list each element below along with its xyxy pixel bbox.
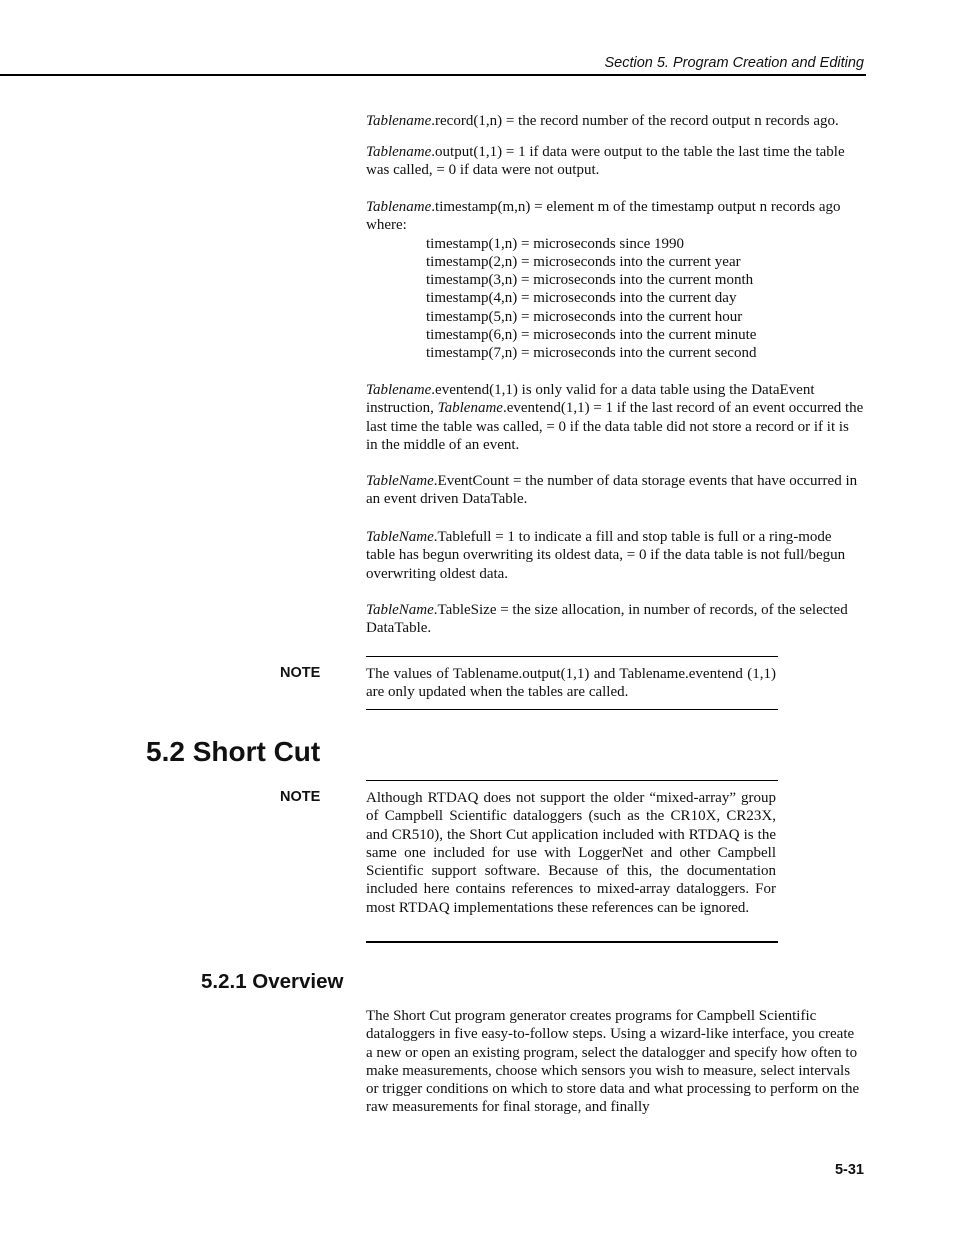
table-name: TableName	[366, 529, 434, 545]
timestamp-line: timestamp(3,n) = microseconds into the current month	[426, 272, 754, 289]
item-output	[366, 143, 864, 180]
timestamp-line: timestamp(1,n) = microseconds since 1990	[426, 235, 684, 252]
timestamp-line: timestamp(4,n) = microseconds into the current day	[426, 290, 737, 307]
item-text: .eventend(1,1) is only valid for a data table using the DataEvent instruction,	[366, 382, 815, 417]
note-label: NOTE	[280, 665, 321, 681]
table-name: TableName	[366, 602, 434, 618]
table-name: Tablename	[366, 382, 432, 398]
note-text: Although RTDAQ does not support the older “mixed-array” group of Campbell Scientific dataloggers (such as the CR10X, CR23X, and CR510), the Short Cut application included with RTDAQ is the same one included for use with LoggerNet and other Campbell Scientific support software. Because of this, the documentation included here contains references to mixed-array dataloggers. For most RTDAQ implementations these references can be ignored.	[366, 790, 776, 916]
paragraph-text: The Short Cut program generator creates programs for Campbell Scientific dataloggers in five easy-to-follow steps. Using a wizard-like interface, you create a new or open an existing program, select the datalogger and specify how often to make measurements, choose which sensors you wish to measure, select intervals or trigger conditions on which to store data and what processing to perform on the raw measurements for final storage, and finally	[366, 1008, 860, 1116]
timestamp-line: timestamp(2,n) = microseconds into the current year	[426, 253, 741, 270]
item-text: .Tablefull = 1 to indicate a fill and stop table is full or a ring-mode table has begun overwriting its oldest data, = 0 if the data table is not full/begun overwriting oldest data.	[366, 529, 846, 582]
timestamp-line: timestamp(6,n) = microseconds into the current minute	[426, 327, 757, 344]
item-tablesize	[366, 601, 864, 638]
table-name: Tablename	[437, 400, 503, 417]
note-text: The values of Tablename.output(1,1) and Tablename.eventend (1,1) are only updated when the tables are called.	[366, 666, 776, 701]
note-top-rule	[366, 656, 778, 657]
timestamp-line: timestamp(5,n) = microseconds into the current hour	[426, 308, 743, 325]
item-tablefull	[366, 528, 864, 583]
item-text: .eventend(1,1) = 1 if the last record of an event occurred the last time the table was called, = 0 if the data table did not store a record or if it is in the middle of an event.	[366, 400, 864, 453]
item-text: .EventCount = the number of data storage events that have occurred in an event driven DataTable.	[366, 473, 858, 508]
table-name: Tablename	[366, 113, 432, 129]
item-eventend	[366, 381, 864, 454]
timestamp-list	[366, 235, 864, 363]
running-header: Section 5. Program Creation and Editing	[604, 55, 864, 71]
note-bottom-rule	[366, 941, 778, 943]
section-heading: 5.2 Short Cut	[146, 736, 321, 767]
page-number: 5-31	[834, 1162, 864, 1178]
item-text: .TableSize = the size allocation, in number of records, of the selected DataTable.	[366, 602, 848, 637]
note-bottom-rule	[366, 709, 778, 710]
subsection-heading: 5.2.1 Overview	[201, 970, 344, 993]
item-timestamp	[366, 198, 864, 363]
timestamp-line: timestamp(7,n) = microseconds into the current second	[426, 345, 757, 362]
item-text: .timestamp(m,n) = element m of the timestamp output n records ago where:	[366, 199, 841, 234]
item-text: .record(1,n) = the record number of the record output n records ago.	[431, 113, 839, 129]
table-name: Tablename	[366, 144, 432, 160]
item-record	[366, 112, 864, 130]
overview-paragraph	[366, 1007, 864, 1117]
note-label: NOTE	[280, 789, 321, 805]
table-name: TableName	[366, 473, 434, 489]
table-name: Tablename	[366, 199, 432, 215]
header-rule	[0, 74, 866, 76]
item-text: .output(1,1) = 1 if data were output to the table the last time the table was called, = 0 if data were not output.	[366, 144, 845, 179]
item-eventcount	[366, 472, 864, 509]
note-top-rule	[366, 780, 778, 781]
